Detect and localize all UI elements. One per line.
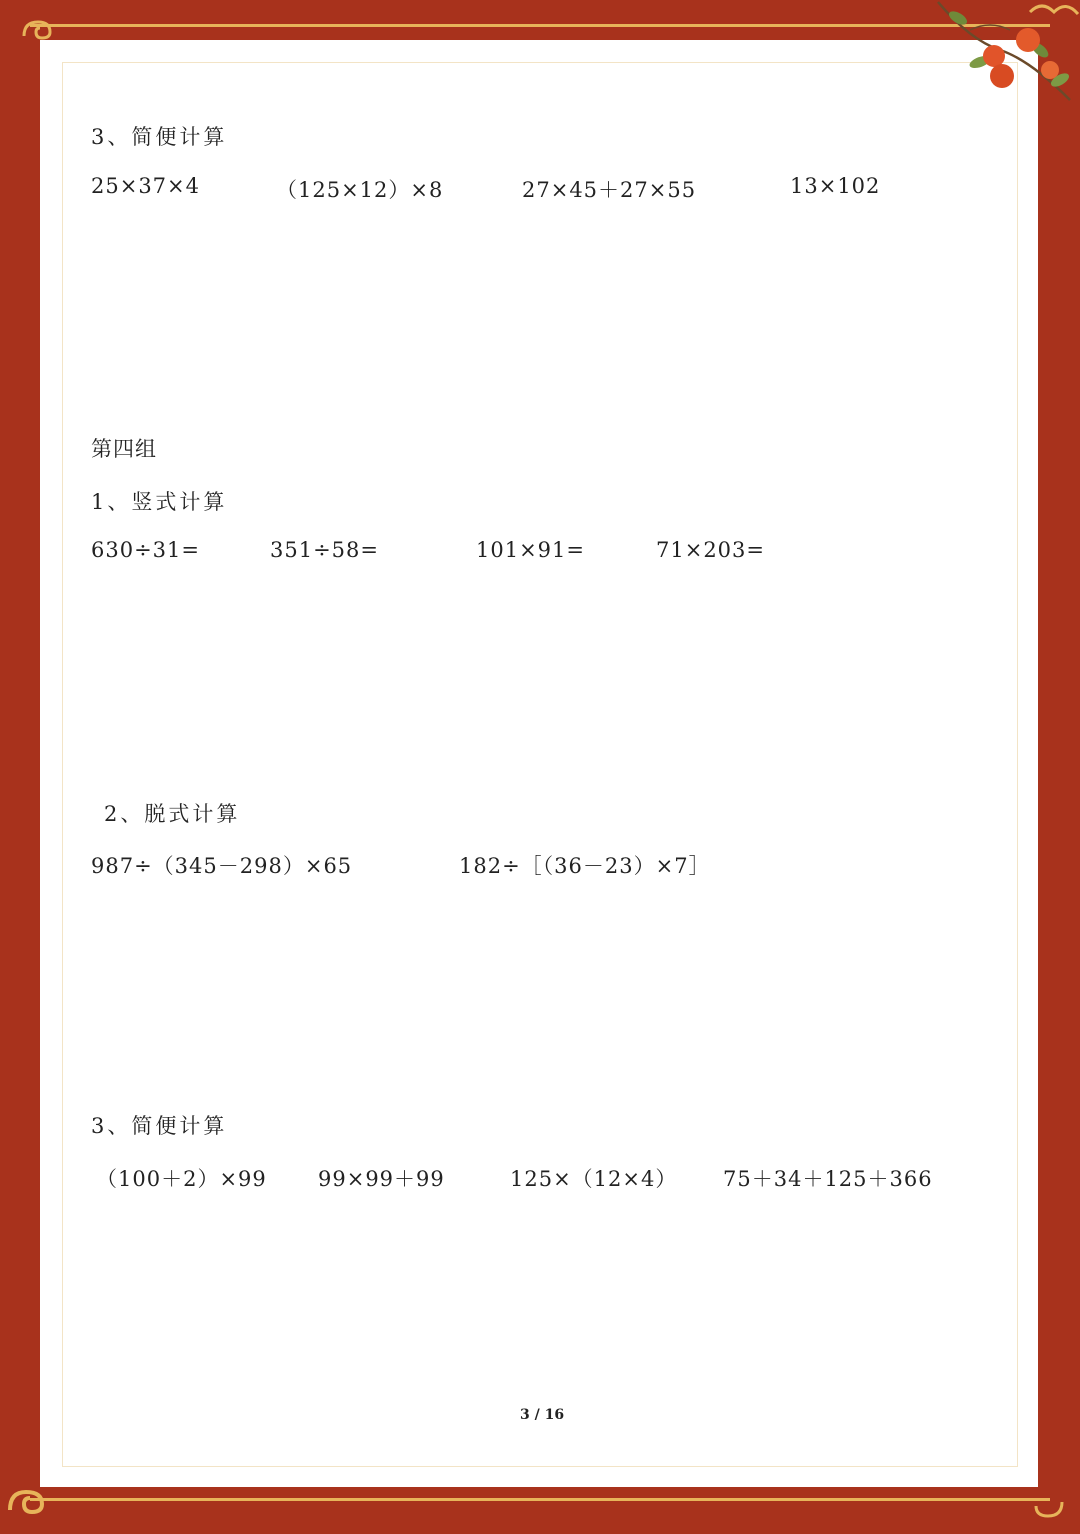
persimmon-branch-icon bbox=[930, 0, 1080, 115]
problem: 351÷58= bbox=[270, 538, 379, 562]
problem: 25×37×4 bbox=[91, 174, 200, 198]
top-gold-rule bbox=[30, 24, 1050, 27]
worksheet-page bbox=[40, 40, 1038, 1487]
section-heading-vertical: 1、竖式计算 bbox=[91, 490, 228, 514]
inner-border bbox=[62, 62, 1018, 1467]
problem: 987÷（345－298）×65 bbox=[91, 854, 353, 878]
problem: 99×99＋99 bbox=[318, 1167, 445, 1191]
problem: 75＋34＋125＋366 bbox=[723, 1167, 933, 1191]
problem: 182÷［（36－23）×7］ bbox=[459, 854, 711, 878]
problem: （125×12）×8 bbox=[276, 178, 444, 202]
problem: 630÷31= bbox=[91, 538, 200, 562]
problem: 71×203= bbox=[656, 538, 765, 562]
page-number: 3 / 16 bbox=[520, 1407, 565, 1423]
section-heading-simplify: 3、简便计算 bbox=[91, 1114, 228, 1138]
group-title: 第四组 bbox=[91, 437, 157, 461]
problem: （100＋2）×99 bbox=[96, 1167, 267, 1191]
section-heading-simplify: 3、简便计算 bbox=[91, 125, 228, 149]
problem: 27×45＋27×55 bbox=[522, 178, 697, 202]
bottom-gold-rule bbox=[30, 1498, 1050, 1501]
problem: 13×102 bbox=[790, 174, 881, 198]
problem: 125×（12×4） bbox=[510, 1167, 678, 1191]
cloud-icon bbox=[1026, 1494, 1066, 1534]
section-heading-stepwise: 2、脱式计算 bbox=[104, 802, 241, 826]
problem: 101×91= bbox=[476, 538, 585, 562]
